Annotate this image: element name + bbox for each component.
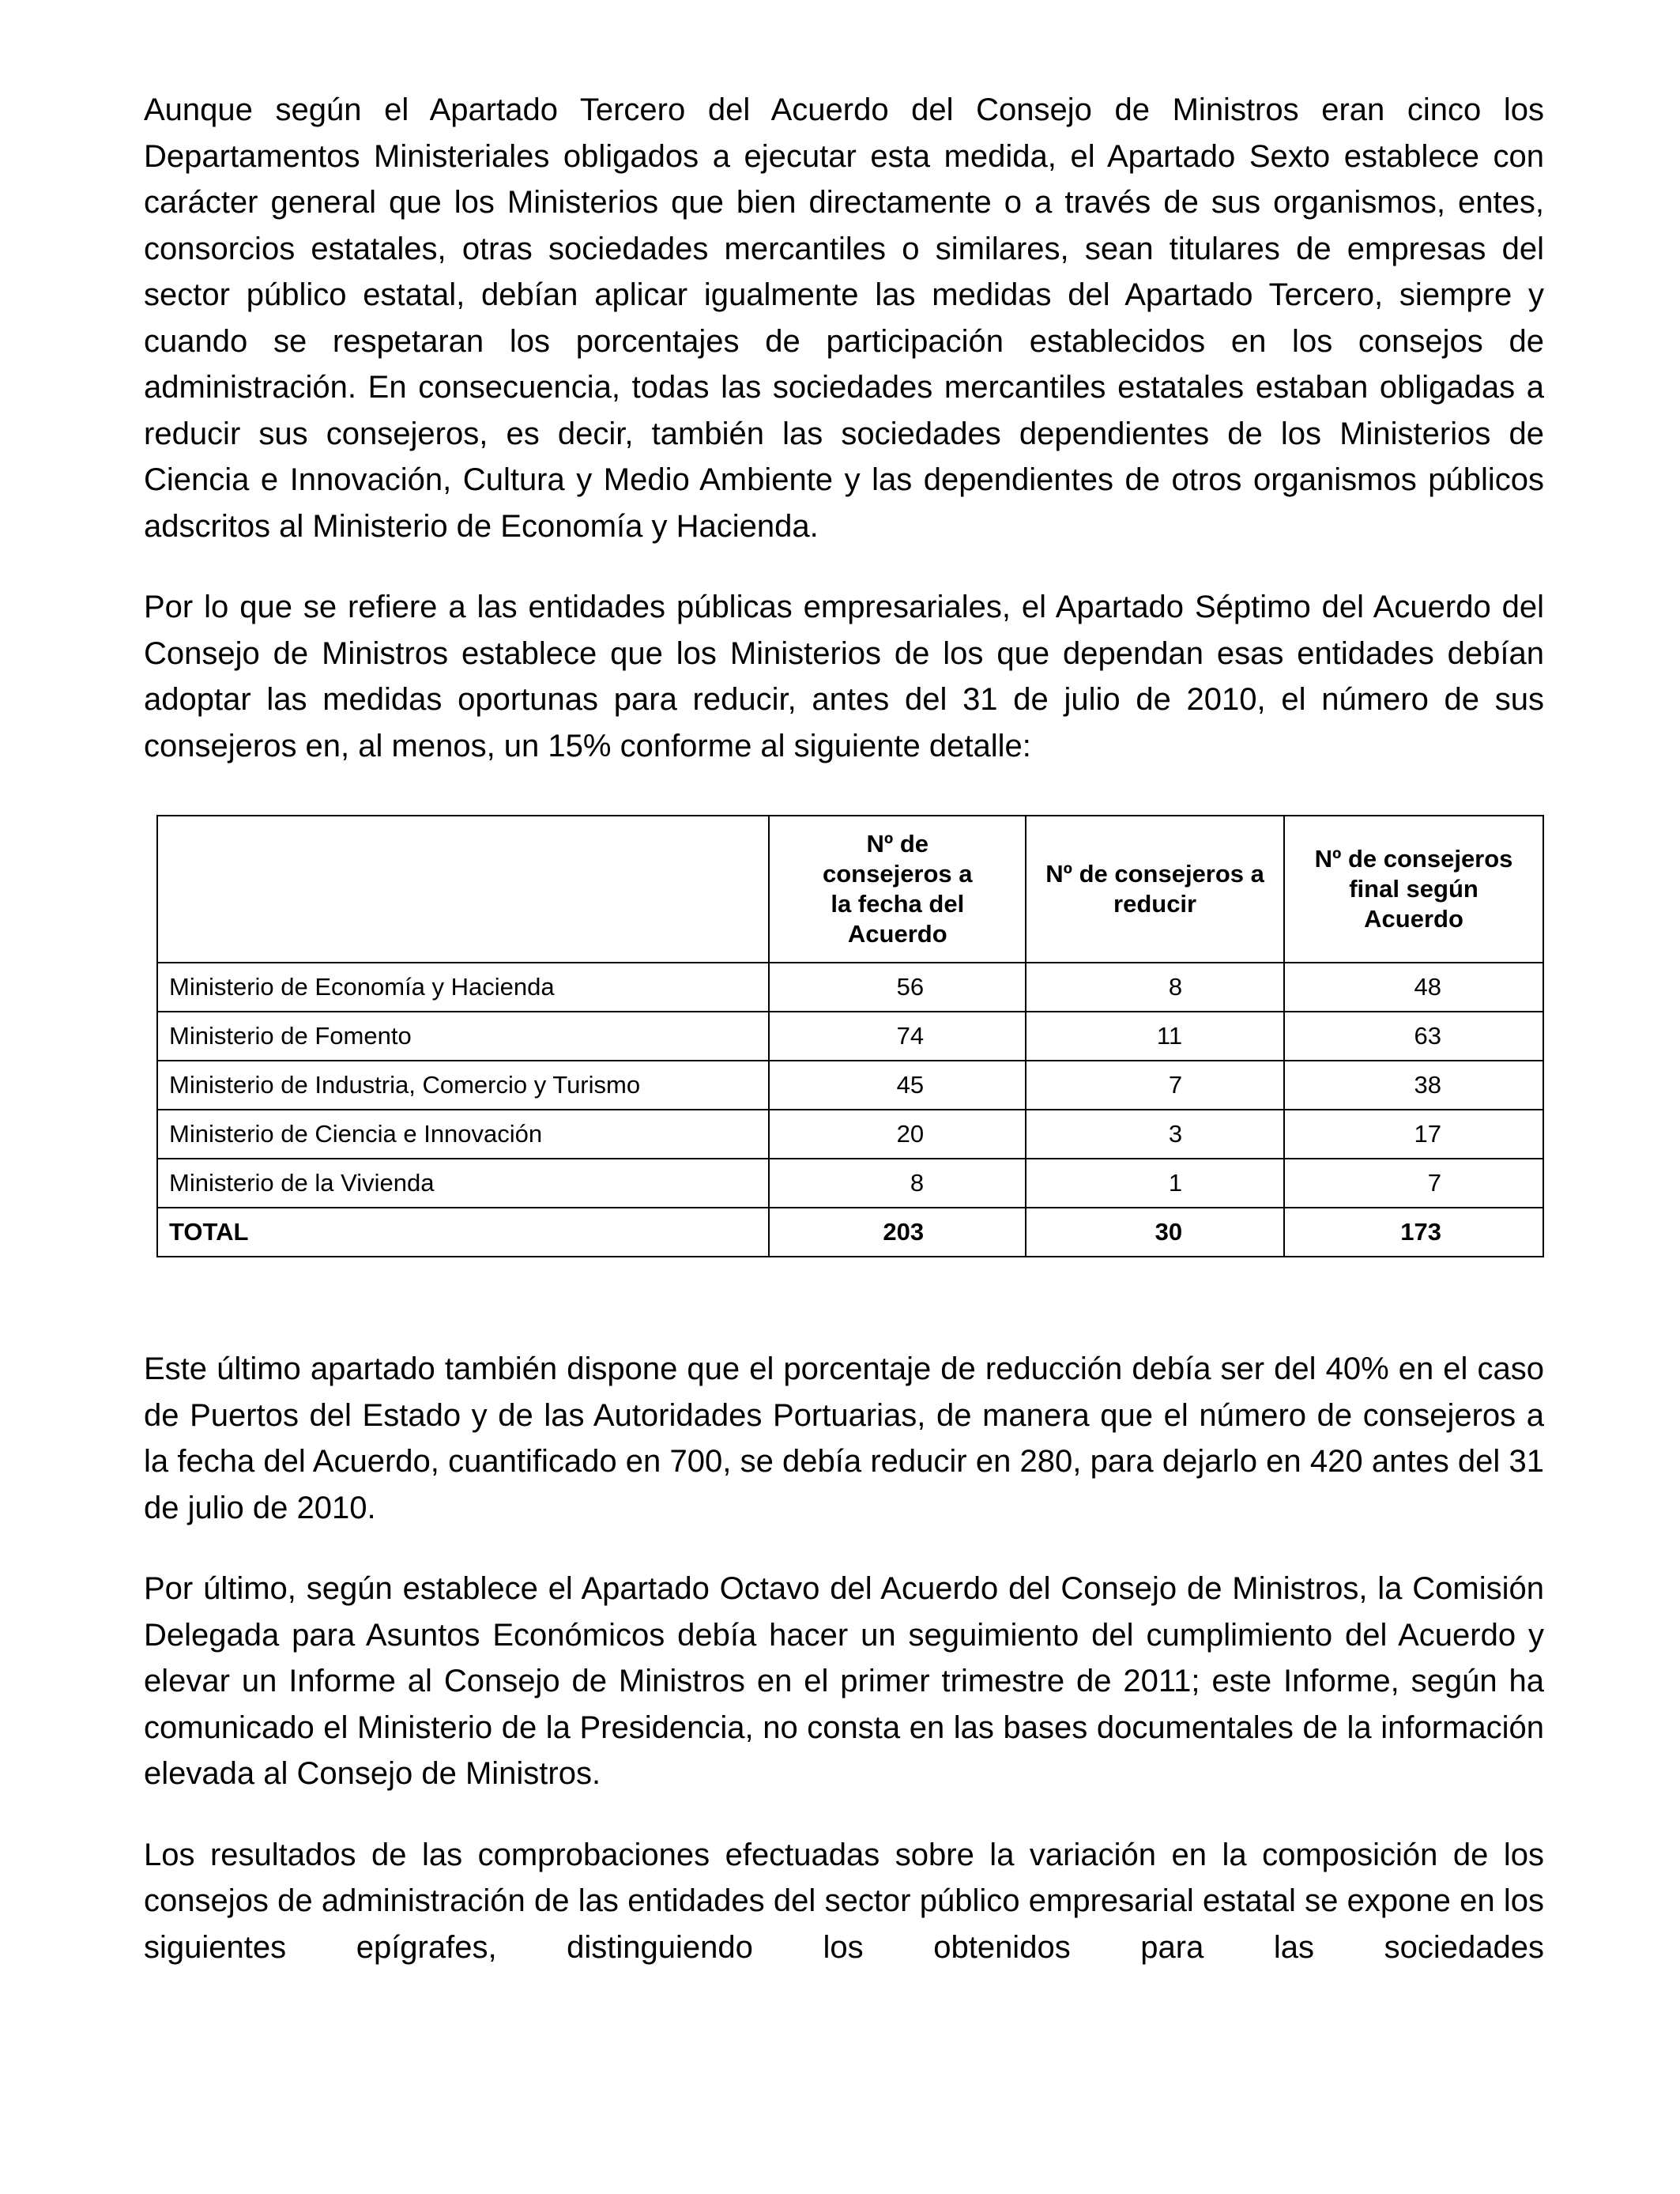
row-consejeros-reducir: 8 <box>1026 963 1284 1012</box>
row-ministerio: Ministerio de la Vivienda <box>157 1159 769 1208</box>
table-total-row <box>157 1208 1543 1257</box>
row-consejeros-final: 63 <box>1284 1012 1543 1061</box>
row-consejeros-fecha: 56 <box>769 963 1026 1012</box>
header-consejeros-fecha-text: Nº de consejeros a la fecha del Acuerdo <box>822 830 973 948</box>
total-consejeros-final: 173 <box>1284 1208 1543 1257</box>
table-header-row <box>157 816 1543 963</box>
row-consejeros-final: 48 <box>1284 963 1543 1012</box>
table-row <box>157 963 1543 1012</box>
table-row <box>157 1012 1543 1061</box>
header-consejeros-final-text: Nº de consejeros final según Acuerdo <box>1314 845 1513 933</box>
row-ministerio: Ministerio de Ciencia e Innovación <box>157 1110 769 1159</box>
row-consejeros-fecha: 74 <box>769 1012 1026 1061</box>
total-consejeros-reducir: 30 <box>1026 1208 1284 1257</box>
paragraph-resultados: Los resultados de las comprobaciones efectuadas sobre la variación en la composición de los consejos de administración de las entidades del sector público empresarial estatal se expone en los siguientes epígrafes, distinguiendo los obtenidos para las sociedades <box>144 1837 1544 1965</box>
row-consejeros-reducir: 1 <box>1026 1159 1284 1208</box>
row-consejeros-final: 38 <box>1284 1061 1543 1110</box>
row-consejeros-reducir: 11 <box>1026 1012 1284 1061</box>
table-row <box>157 1159 1543 1208</box>
header-consejeros-final <box>1284 816 1543 963</box>
paragraph-apartado-septimo: Por lo que se refiere a las entidades públicas empresariales, el Apartado Séptimo del Acuerdo del Consejo de Ministros establece que los Ministerios de los que dependan esas entidades debían adoptar las medidas oportunas para reducir, antes del 31 de julio de 2010, el número de sus consejeros en, al menos, un 15% conforme al siguiente detalle: <box>144 590 1544 763</box>
row-consejeros-fecha: 8 <box>769 1159 1026 1208</box>
header-consejeros-reducir-text: Nº de consejeros a reducir <box>1045 860 1264 918</box>
paragraph-apartado-sexto: Aunque según el Apartado Tercero del Acuerdo del Consejo de Ministros eran cinco los Departamentos Ministeriales obligados a ejecutar esta medida, el Apartado Sexto establece con carácter general que los Ministerios que bien directamente o a través de sus organismos, entes, consorcios estatales, otras sociedades mercantiles o similares, sean titulares de empresas del sector público estatal, debían aplicar igualmente las medidas del Apartado Tercero, siempre y cuando se respetaran los porcentajes de participación establecidos en los consejos de administración. En consecuencia, todas las sociedades mercantiles estatales estaban obligadas a reducir sus consejeros, es decir, también las sociedades dependientes de los Ministerios de Ciencia e Innovación, Cultura y Medio Ambiente y las dependientes de otros organismos públicos adscritos al Ministerio de Economía y Hacienda. <box>144 92 1544 544</box>
row-ministerio: Ministerio de Industria, Comercio y Turismo <box>157 1061 769 1110</box>
total-label: TOTAL <box>157 1208 769 1257</box>
header-ministerio <box>157 816 769 963</box>
row-ministerio: Ministerio de Economía y Hacienda <box>157 963 769 1012</box>
document-page <box>144 87 1544 1970</box>
row-consejeros-final: 17 <box>1284 1110 1543 1159</box>
row-ministerio: Ministerio de Fomento <box>157 1012 769 1061</box>
row-consejeros-fecha: 20 <box>769 1110 1026 1159</box>
row-consejeros-reducir: 3 <box>1026 1110 1284 1159</box>
header-consejeros-reducir <box>1026 816 1284 963</box>
row-consejeros-fecha: 45 <box>769 1061 1026 1110</box>
table-row <box>157 1061 1543 1110</box>
paragraph-puertos-del-estado: Este último apartado también dispone que el porcentaje de reducción debía ser del 40% en el caso de Puertos del Estado y de las Autoridades Portuarias, de manera que el número de consejeros a la fecha del Acuerdo, cuantificado en 700, se debía reducir en 280, para dejarlo en 420 antes del 31 de julio de 2010. <box>144 1351 1544 1525</box>
total-consejeros-fecha: 203 <box>769 1208 1026 1257</box>
table-row <box>157 1110 1543 1159</box>
header-consejeros-fecha <box>769 816 1026 963</box>
row-consejeros-reducir: 7 <box>1026 1061 1284 1110</box>
consejeros-table <box>156 815 1544 1257</box>
paragraph-apartado-octavo: Por último, según establece el Apartado Octavo del Acuerdo del Consejo de Ministros, la Comisión Delegada para Asuntos Económicos debía hacer un seguimiento del cumplimiento del Acuerdo y elevar un Informe al Consejo de Ministros en el primer trimestre de 2011; este Informe, según ha comunicado el Ministerio de la Presidencia, no consta en las bases documentales de la información elevada al Consejo de Ministros. <box>144 1571 1544 1791</box>
row-consejeros-final: 7 <box>1284 1159 1543 1208</box>
